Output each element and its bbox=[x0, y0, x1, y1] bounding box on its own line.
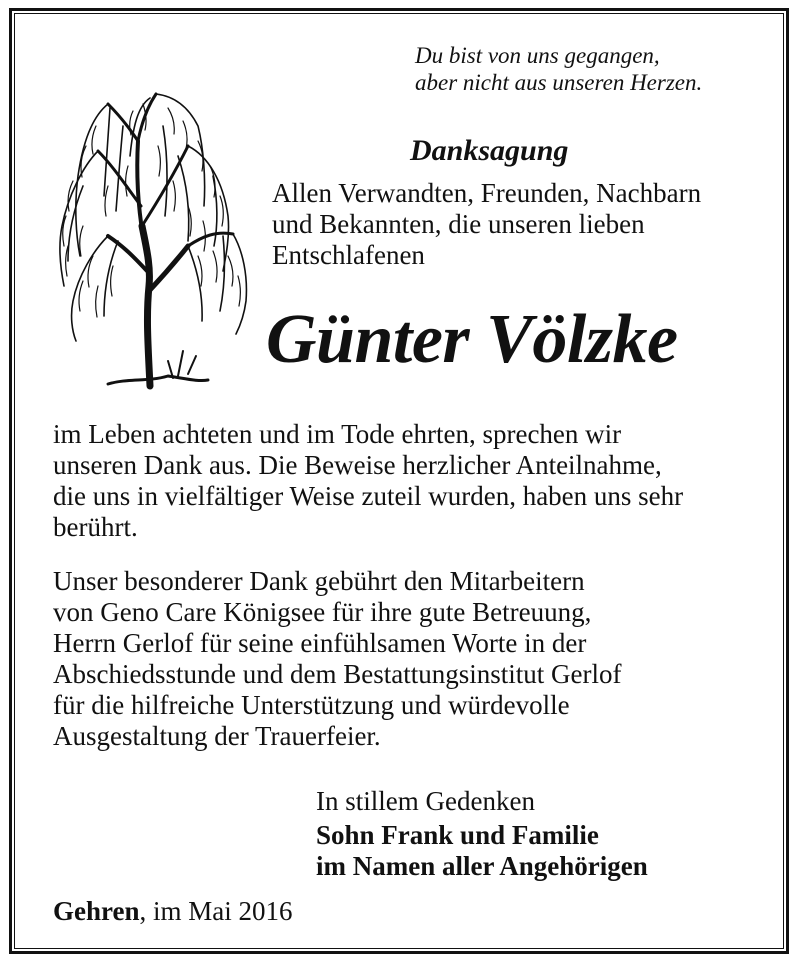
intro-text: Allen Verwandten, Freunden, Nachbarn und Bekannten, die unseren lieben Entschlafenen bbox=[272, 178, 702, 270]
motto-line-1: Du bist von uns gegangen, bbox=[415, 43, 660, 68]
motto bbox=[415, 42, 702, 96]
signers: Sohn Frank und Familie im Namen aller Angehörigen bbox=[316, 820, 648, 881]
deceased-name: Günter Völzke bbox=[266, 301, 678, 378]
heading-danksagung: Danksagung bbox=[410, 134, 569, 167]
date: , im Mai 2016 bbox=[139, 896, 293, 926]
paragraph-thanks: im Leben achteten und im Tode ehrten, sprechen wir unseren Dank aus. Die Beweise herzlicher Anteilnahme, die uns in vielfältiger Weise zuteil wurden, haben uns sehr berührt. bbox=[53, 419, 684, 542]
place-date bbox=[53, 896, 293, 927]
paragraph-special-thanks: Unser besonderer Dank gebührt den Mitarbeitern von Geno Care Königsee für ihre gute Betreuung, Herrn Gerlof für seine einfühlsamen Worte in der Abschiedsstunde und dem Bestattungsinstitut Gerlof für die hilfreiche Unterstützung und würdevolle Ausgestaltung der Trauerfeier. bbox=[53, 566, 622, 751]
closing-line: In stillem Gedenken bbox=[316, 786, 535, 816]
willow-tree-illustration bbox=[38, 86, 253, 394]
place: Gehren bbox=[53, 896, 140, 926]
motto-line-2: aber nicht aus unseren Herzen. bbox=[415, 70, 703, 95]
